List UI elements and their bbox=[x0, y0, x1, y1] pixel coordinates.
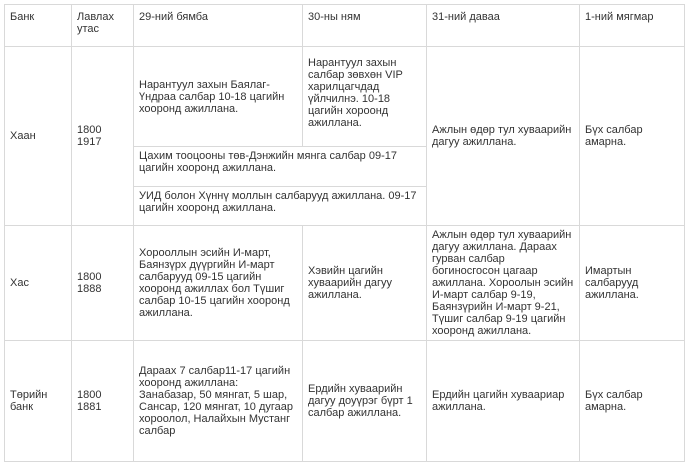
tuesday-cell: Бүх салбар амарна. bbox=[580, 341, 685, 462]
header-monday: 31-ний даваа bbox=[427, 5, 580, 47]
header-phone: Лавлах утас bbox=[72, 5, 134, 47]
sunday-cell: Хэвийн цагийн хуваарийн дагуу ажиллана. bbox=[303, 226, 427, 341]
phone-cell: 1800 1881 bbox=[72, 341, 134, 462]
bank-name-cell: Төрийн банк bbox=[5, 341, 72, 462]
holiday-schedule-table bbox=[4, 4, 685, 462]
saturday-cell: Хорооллын эсийн И-март, Баянзүрх дүүргийн И-март салбарууд 09-15 цагийн хооронд ажиллах бол Түшиг салбар 10-15 цагийн хооронд ажиллана. bbox=[134, 226, 303, 341]
tuesday-cell: Имартын салбарууд ажиллана. bbox=[580, 226, 685, 341]
monday-cell: Ажлын өдөр тул хуваарийн дагуу ажиллана. bbox=[427, 47, 580, 226]
header-bank: Банк bbox=[5, 5, 72, 47]
monday-cell: Ажлын өдөр тул хуваарийн дагуу ажиллана. Дараах гурван салбар богиносгосон цагаар ажиллана. Хороолын эсийн И-март салбар 9-19, Баянзүрийн И-март 9-21, Түшиг салбар 9-19 цагийн хооронд ажиллана. bbox=[427, 226, 580, 341]
saturday-cell: Дараах 7 салбар11-17 цагийн хооронд ажиллана: Занабазар, 50 мянгат, 5 шар, Сансар, 120 мянгат, 10 дугаар хороолол, Налайхын Мустанг салбар bbox=[134, 341, 303, 462]
header-sunday: 30-ны ням bbox=[303, 5, 427, 47]
sunday-cell: Ердийн хуваарийн дагуу доуүрэг бүрт 1 салбар ажиллана. bbox=[303, 341, 427, 462]
table-row bbox=[5, 341, 685, 462]
tuesday-cell: Бүх салбар амарна. bbox=[580, 47, 685, 226]
bank-name-cell: Хаан bbox=[5, 47, 72, 226]
bank-name-cell: Хас bbox=[5, 226, 72, 341]
phone-cell: 1800 1888 bbox=[72, 226, 134, 341]
saturday-cell: Нарантуул захын Баялаг-Үндраа салбар 10-18 цагийн хооронд ажиллана. bbox=[134, 47, 303, 147]
table-row bbox=[5, 226, 685, 341]
sunday-cell: Нарантуул захын салбар зөвхөн VIP харилцагчдад үйлчилнэ. 10-18 цагийн хороонд ажиллана. bbox=[303, 47, 427, 147]
header-saturday: 29-ний бямба bbox=[134, 5, 303, 47]
saturday-cell: УИД болон Хүннү моллын салбарууд ажиллана. 09-17 цагийн хооронд ажиллана. bbox=[134, 187, 427, 226]
table-row bbox=[5, 47, 685, 147]
header-tuesday: 1-ний мягмар bbox=[580, 5, 685, 47]
saturday-cell: Цахим тооцооны төв-Дэнжийн мянга салбар 09-17 цагийн хооронд ажиллана. bbox=[134, 147, 427, 187]
phone-cell: 1800 1917 bbox=[72, 47, 134, 226]
monday-cell: Ердийн цагийн хуваариар ажиллана. bbox=[427, 341, 580, 462]
table-header-row bbox=[5, 5, 685, 47]
